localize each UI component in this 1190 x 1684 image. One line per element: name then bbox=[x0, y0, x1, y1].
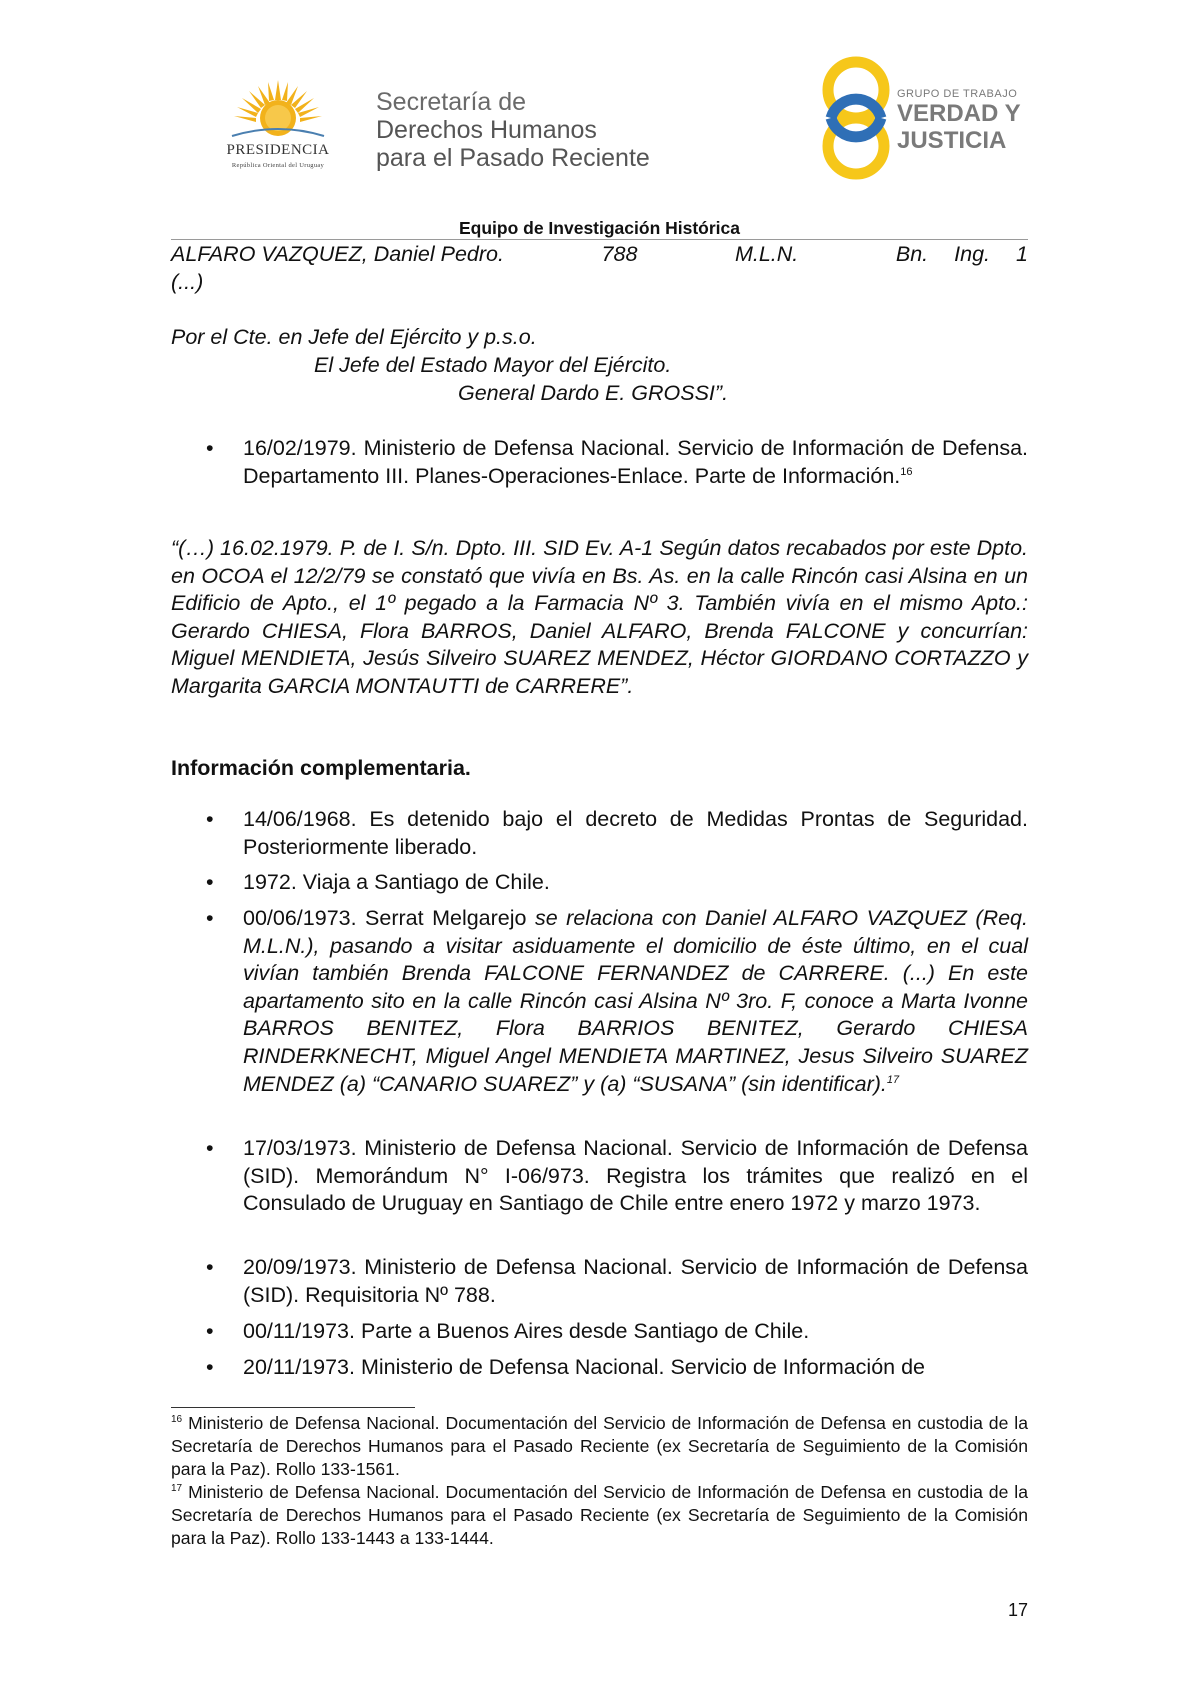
sun-emblem-icon bbox=[228, 78, 328, 144]
bullet-marker: • bbox=[206, 1255, 214, 1279]
list-item: 17/03/1973. Ministerio de Defensa Nacional. Servicio de Información de Defensa (SID). Memorándum N° I-06/973. Registra los trámites que realizó en el Consulado de Uruguay en Santiago de Chile entre enero 1972 y marzo 1973. bbox=[243, 1136, 1028, 1216]
quote-paragraph: “(…) 16.02.1979. P. de I. S/n. Dpto. III. SID Ev. A-1 Según datos recabados por este Dpto. en OCOA el 12/2/79 se constató que vivía en Bs. As. en la calle Rincón casi Alsina en un Edificio de Apto., el 1º pegado a la Farmacia Nº 3. También vivía en el mismo Apto.: Gerardo CHIESA, Flora BARROS, Daniel ALFARO, Brenda FALCONE y concurrían: Miguel MENDIETA, Jesús Silveiro SUAREZ MENDEZ, Héctor GIORDANO CORTAZZO y Margarita GARCIA MONTAUTTI de CARRERE”. bbox=[171, 536, 1028, 698]
secretaria-line-2: Derechos Humanos bbox=[376, 116, 597, 144]
list-row bbox=[171, 241, 1028, 269]
grupo-line-2: VERDAD Y bbox=[897, 100, 1021, 127]
list-item: 20/11/1973. Ministerio de Defensa Nacional. Servicio de Información de bbox=[243, 1355, 926, 1379]
signature-line-1: Por el Cte. en Jefe del Ejército y p.s.o. bbox=[171, 325, 537, 349]
bullet-marker: • bbox=[206, 1355, 214, 1379]
list-item-quote: se relaciona con Daniel ALFARO VAZQUEZ (Req. M.L.N.), pasando a visitar asiduamente el domicilio de éste último, en el cual vivían también Brenda FALCONE FERNANDEZ de CARRERE. (...) En este apartamento sito en la calle Rincón casi Alsina Nº 3ro. F, conoce a Marta Ivonne BARROS BENITEZ, Flora BARRIOS BENITEZ, Gerardo CHIESA RINDERKNECHT, Miguel Angel MENDIETA MARTINEZ, Jesus Silveiro SUAREZ MENDEZ (a) “CANARIO SUAREZ” y (a) “SUSANA” (sin identificar). bbox=[243, 906, 1028, 1096]
footnote-ref: 17 bbox=[886, 1073, 900, 1086]
list-item: 14/06/1968. Es detenido bajo el decreto de Medidas Prontas de Seguridad. Posteriormente liberado. bbox=[243, 807, 1028, 859]
footnote-number: 16 bbox=[171, 1414, 183, 1426]
grupo-line-1: GRUPO DE TRABAJO bbox=[897, 88, 1018, 100]
signature-line-3: General Dardo E. GROSSI”. bbox=[458, 381, 729, 405]
list-item: 20/09/1973. Ministerio de Defensa Nacional. Servicio de Información de Defensa (SID). Requisitoria Nº 788. bbox=[243, 1255, 1028, 1307]
footnote bbox=[171, 1481, 1028, 1550]
list-row-unit bbox=[896, 241, 1028, 269]
bullet-marker: • bbox=[206, 1319, 214, 1343]
presidencia-title: PRESIDENCIA bbox=[226, 142, 330, 158]
grupo-logo-text bbox=[897, 88, 1021, 154]
footnote-text: Ministerio de Defensa Nacional. Documentación del Servicio de Información de Defensa en custodia de la Secretaría de Derechos Humanos para el Pasado Reciente (ex Secretaría de Seguimiento de la Comisión para la Paz). Rollo 133-1561. bbox=[171, 1413, 1028, 1479]
list-row-org: M.L.N. bbox=[734, 242, 799, 266]
bullet-marker: • bbox=[206, 906, 214, 930]
footnote-divider bbox=[171, 1407, 415, 1408]
list-row-bn: Bn. bbox=[895, 242, 929, 266]
list-item bbox=[243, 905, 1028, 1098]
bullet-marker: • bbox=[206, 436, 214, 460]
list-row-count: 1 bbox=[1016, 242, 1028, 266]
bullet-marker: • bbox=[206, 870, 214, 894]
secretaria-logo-text bbox=[376, 88, 650, 172]
interlocked-rings-icon bbox=[818, 56, 894, 180]
header-divider bbox=[171, 239, 1028, 240]
secretaria-line-3: para el Pasado Reciente bbox=[376, 144, 650, 172]
list-item: 1972. Viaja a Santiago de Chile. bbox=[243, 870, 550, 894]
list-row-number: 788 bbox=[601, 242, 638, 266]
list-row-name: ALFARO VAZQUEZ, Daniel Pedro. bbox=[171, 242, 504, 266]
presidencia-logo bbox=[198, 78, 356, 178]
list-item: 00/11/1973. Parte a Buenos Aires desde Santiago de Chile. bbox=[243, 1319, 810, 1343]
secretaria-line-1: Secretaría de bbox=[376, 88, 527, 116]
presidencia-subtitle: República Oriental del Uruguay bbox=[231, 162, 325, 169]
ellipsis: (...) bbox=[171, 270, 204, 294]
list-item-text: 16/02/1979. Ministerio de Defensa Nacional. Servicio de Información de Defensa. Departamento III. Planes-Operaciones-Enlace. Parte de Información. bbox=[243, 436, 1028, 488]
footnote-text: Ministerio de Defensa Nacional. Documentación del Servicio de Información de Defensa en custodia de la Secretaría de Derechos Humanos para el Pasado Reciente (ex Secretaría de Seguimiento de la Comisión para la Paz). Rollo 133-1443 a 133-1444. bbox=[171, 1482, 1028, 1548]
bullet-marker: • bbox=[206, 1136, 214, 1160]
footnote bbox=[171, 1412, 1028, 1481]
footnote-number: 17 bbox=[171, 1483, 183, 1495]
signature-line-2: El Jefe del Estado Mayor del Ejército. bbox=[314, 353, 672, 377]
footnote-ref: 16 bbox=[900, 465, 913, 478]
list-item bbox=[243, 435, 1028, 490]
bullet-marker: • bbox=[206, 807, 214, 831]
team-title: Equipo de Investigación Histórica bbox=[458, 218, 741, 238]
grupo-line-3: JUSTICIA bbox=[897, 127, 1007, 154]
list-row-ing: Ing. bbox=[954, 242, 991, 266]
list-item-lead: 00/06/1973. Serrat Melgarejo bbox=[243, 906, 535, 930]
section-heading: Información complementaria. bbox=[171, 756, 471, 780]
page-number: 17 bbox=[1007, 1600, 1028, 1620]
